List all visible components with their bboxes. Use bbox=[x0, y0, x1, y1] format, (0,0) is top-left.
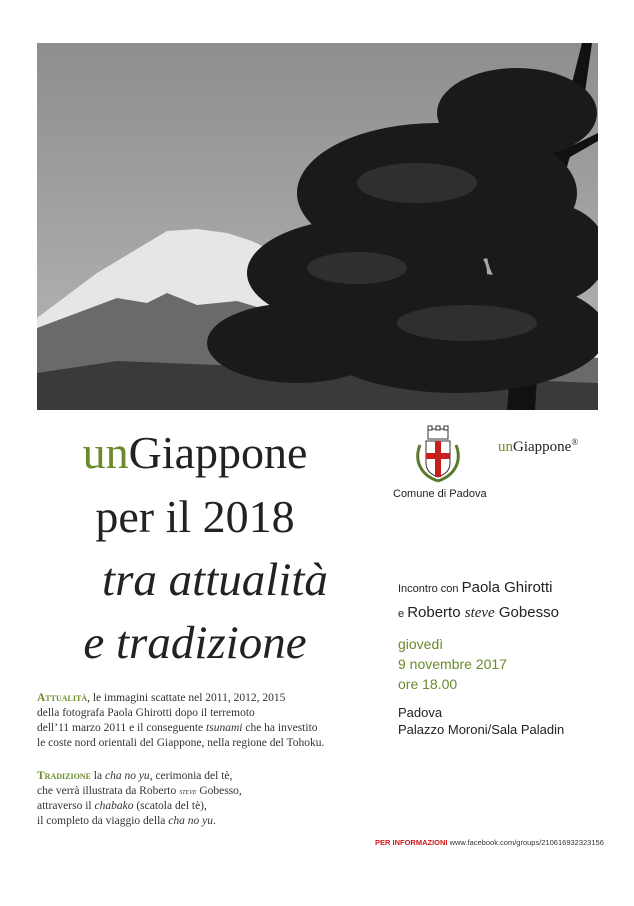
attualita-line-2: della fotografa Paola Ghirotti dopo il terremoto bbox=[37, 707, 255, 719]
tradizione-line-3a: attraverso il bbox=[37, 800, 95, 812]
tradizione-line-3b: chabako bbox=[94, 800, 134, 812]
brand-un: un bbox=[498, 439, 513, 455]
event-date: 9 novembre 2017 bbox=[398, 656, 507, 672]
tradizione-line-2a: che verrà illustrata da Roberto bbox=[37, 785, 180, 797]
tradizione-line-1b: cha no yu bbox=[104, 770, 150, 782]
event-day: giovedì bbox=[398, 636, 444, 652]
title-line-1 bbox=[0, 427, 395, 478]
speaker-line-1 bbox=[398, 576, 559, 601]
title-line-2: per il 2018 bbox=[95, 491, 295, 542]
tradizione-line-2b: steve bbox=[179, 786, 197, 796]
attualita-line-4: le coste nord orientali del Giappone, nella regione del Tohoku. bbox=[37, 737, 325, 749]
event-time: ore 18.00 bbox=[398, 676, 458, 692]
coat-of-arms-icon bbox=[408, 425, 468, 485]
brand-name: Giappone bbox=[513, 439, 572, 455]
tradizione-line-4c: . bbox=[212, 815, 216, 827]
attualita-line-3a: dell’11 marzo 2011 e il conseguente bbox=[37, 722, 207, 734]
attualita-line-3 bbox=[37, 721, 357, 736]
attualita-keyword: Attualità bbox=[37, 692, 88, 704]
logo-caption: Comune di Padova bbox=[393, 488, 487, 500]
attualita-line-1: , le immagini scattate nel 2011, 2012, 2015 bbox=[87, 692, 286, 704]
registered-mark: ® bbox=[571, 437, 579, 447]
title-line-4: e tradizione bbox=[83, 617, 307, 669]
event-speakers bbox=[398, 576, 559, 626]
speaker-1: Paola Ghirotti bbox=[461, 579, 553, 596]
speaker-line-2 bbox=[398, 601, 559, 626]
tradizione-line-1c: , cerimonia del tè, bbox=[149, 770, 233, 782]
event-city: Padova bbox=[398, 705, 443, 720]
event-venue: Palazzo Moroni/Sala Paladin bbox=[398, 722, 565, 737]
speaker-2-first: Roberto bbox=[407, 604, 465, 621]
tradizione-paragraph bbox=[37, 769, 357, 829]
tradizione-line-4a: il completo da viaggio della bbox=[37, 815, 169, 827]
info-line bbox=[375, 838, 604, 847]
intro-and: e bbox=[398, 608, 408, 620]
brand-mark bbox=[498, 437, 578, 456]
info-label: PER INFORMAZIONI bbox=[375, 838, 448, 847]
title-line-3: tra attualità bbox=[102, 554, 328, 606]
info-url[interactable]: www.facebook.com/groups/210616932323156 bbox=[447, 838, 604, 847]
attualita-line-3b: tsunami bbox=[206, 722, 243, 734]
event-where bbox=[398, 704, 564, 738]
attualita-line-3c: che ha investito bbox=[242, 722, 318, 734]
tradizione-keyword: Tradizione bbox=[37, 770, 91, 782]
attualita-paragraph bbox=[37, 691, 357, 751]
mount-fuji-pine-image bbox=[37, 43, 598, 410]
speaker-2-last: Gobesso bbox=[494, 604, 559, 621]
title-un: un bbox=[82, 427, 129, 478]
title-giappone: Giappone bbox=[128, 427, 308, 478]
event-when bbox=[398, 634, 507, 694]
tradizione-line-1a: la bbox=[90, 770, 105, 782]
tradizione-line-3c: (scatola del tè), bbox=[133, 800, 207, 812]
tradizione-line-2c: Gobesso, bbox=[196, 785, 242, 797]
tradizione-line-4b: cha no yu bbox=[168, 815, 213, 827]
intro-text: Incontro con bbox=[398, 583, 462, 595]
hero-photo bbox=[37, 43, 598, 410]
speaker-2-middle: steve bbox=[464, 605, 495, 621]
comune-logo bbox=[393, 425, 483, 490]
